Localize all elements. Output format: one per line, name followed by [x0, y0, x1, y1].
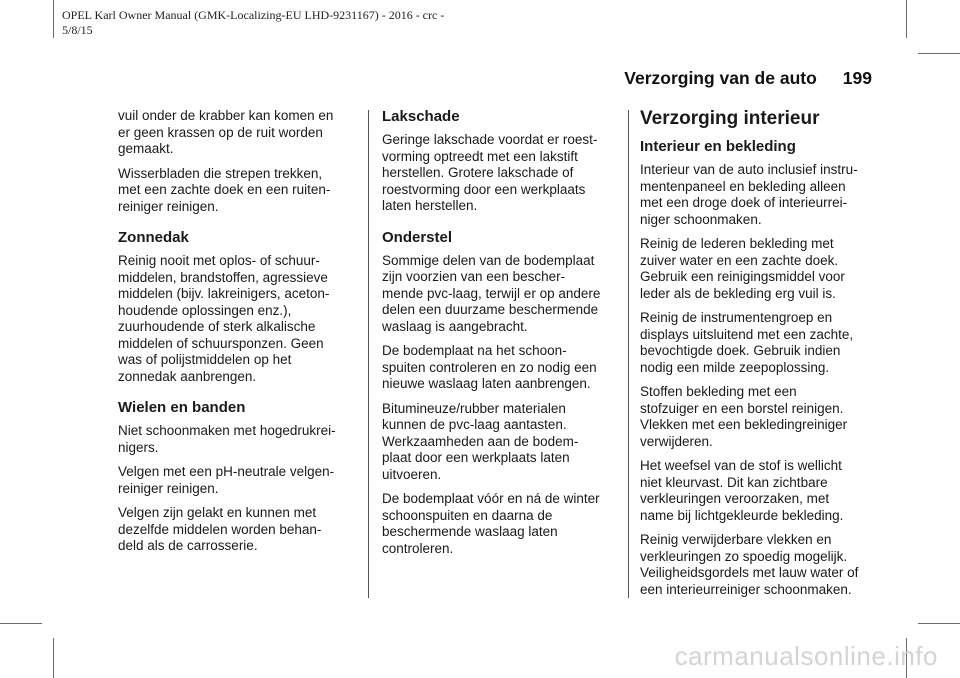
- crop-mark-left-horizontal: [0, 623, 42, 624]
- crop-mark-bottom-left-vertical: [53, 638, 54, 678]
- watermark: carmanualsonline.info: [674, 641, 938, 671]
- crop-mark-top-right-vertical: [906, 0, 907, 38]
- paragraph: Geringe lakschade voordat er roest- vorming optreedt met een lakstift herstellen. Grotere lakschade of roestvorming door een werkplaats laten herstellen.: [382, 132, 598, 213]
- page-number: 199: [842, 68, 872, 88]
- paragraph: Reinig de instrumentengroep en displays uitsluitend met een zachte, bevochtigde doek. Gebruik indien nodig een milde zeepoplossing.: [640, 310, 854, 375]
- paragraph: Interieur van de auto inclusief instru- mentenpaneel en bekleding alleen met een droge doek of interieurrei- niger schoonmaken.: [640, 162, 858, 227]
- paragraph: Wisserbladen die strepen trekken, met een zachte doek en een ruiten- reiniger reinigen.: [118, 165, 331, 214]
- paragraph: Reinig de lederen bekleding met zuiver water en een zachte doek. Gebruik een reinigingsmiddel voor leder als de bekleding erg vuil is.: [640, 236, 845, 301]
- crop-mark-right-horizontal: [918, 623, 960, 624]
- paragraph: Velgen zijn gelakt en kunnen met dezelfde middelen worden behan- deld als de carrosserie.: [118, 505, 322, 553]
- paragraph: Reinig verwijderbare vlekken en verkleuringen zo spoedig mogelijk. Veiligheidsgordels met lauw water of een interieurreiniger schoonmaken.: [640, 532, 859, 597]
- document-header-line-1: OPEL Karl Owner Manual (GMK-Localizing-EU LHD-9231167) - 2016 - crc -: [62, 8, 445, 22]
- heading-wielen-en-banden: Wielen en banden: [118, 399, 246, 416]
- paragraph: Het weefsel van de stof is wellicht niet kleurvast. Dit kan zichtbare verkleuringen veroorzaken, met name bij lichtgekleurde bekleding.: [640, 458, 844, 523]
- document-header: [62, 8, 444, 38]
- running-head: [624, 68, 872, 89]
- paragraph: Bitumineuze/rubber materialen kunnen de pvc-laag aantasten. Werkzaamheden aan de bodem- plaat door een werkplaats laten uitvoeren.: [382, 400, 579, 482]
- heading-lakschade: Lakschade: [382, 108, 460, 125]
- document-header-line-2: 5/8/15: [62, 23, 93, 37]
- heading-verzorging-interieur: Verzorging interieur: [640, 108, 820, 129]
- paragraph: Sommige delen van de bodemplaat zijn voorzien van een bescher- mende pvc-laag, terwijl er op andere delen een duurzame beschermende waslaag is aangebracht.: [382, 252, 601, 334]
- section-title: Verzorging van de auto: [624, 68, 817, 88]
- paragraph: Velgen met een pH-neutrale velgen- reiniger reinigen.: [118, 464, 335, 496]
- crop-mark-top-left-vertical: [53, 0, 54, 38]
- column-divider-right: [628, 110, 629, 598]
- column-1: [118, 108, 358, 563]
- column-divider-left: [368, 110, 369, 598]
- paragraph: Reinig nooit met oplos- of schuur- middelen, brandstoffen, agressieve middelen (bijv. lakreinigers, aceton- houdende oplossingen enz.), zuurhoudende of sterk alkalische middelen of schuursponzen. Geen was of polijstmiddelen op het zonnedak aanbrengen.: [118, 253, 330, 384]
- column-3: [640, 108, 880, 606]
- heading-zonnedak: Zonnedak: [118, 229, 189, 246]
- paragraph: Niet schoonmaken met hogedrukrei- nigers.: [118, 423, 336, 455]
- paragraph: Stoffen bekleding met een stofzuiger en een borstel reinigen. Vlekken met een bekledingreiniger verwijderen.: [640, 384, 848, 449]
- crop-mark-top-right-horizontal: [918, 53, 960, 54]
- paragraph: De bodemplaat na het schoon- spuiten controleren en zo nodig een nieuwe waslaag laten aanbrengen.: [382, 343, 597, 391]
- paragraph: De bodemplaat vóór en ná de winter schoonspuiten en daarna de beschermende waslaag laten controleren.: [382, 491, 600, 556]
- column-2: [382, 108, 622, 565]
- paragraph: vuil onder de krabber kan komen en er geen krassen op de ruit worden gemaakt.: [118, 108, 334, 156]
- heading-onderstel: Onderstel: [382, 228, 453, 246]
- heading-interieur-en-bekleding: Interieur en bekleding: [640, 138, 796, 155]
